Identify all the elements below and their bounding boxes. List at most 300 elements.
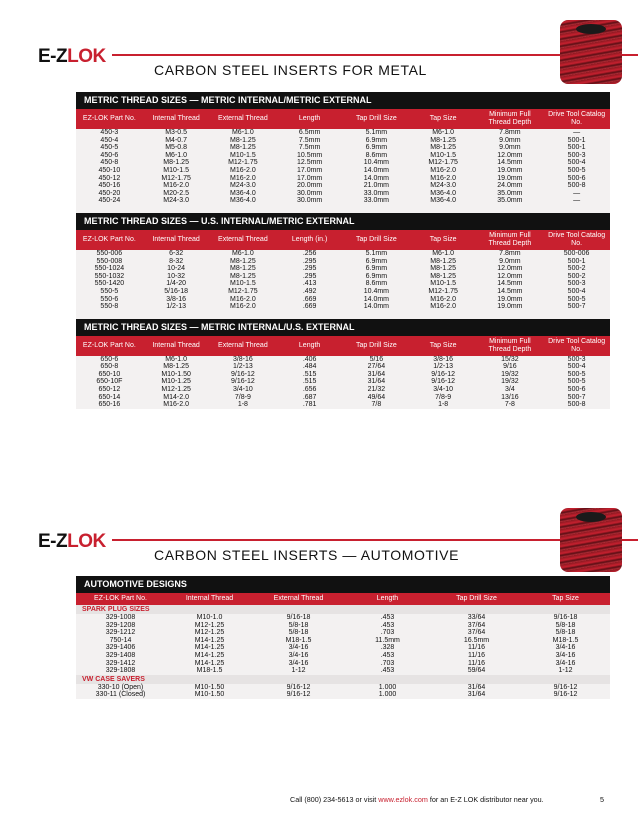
table-row	[76, 152, 610, 160]
table-cell: M6-1.0	[231, 249, 254, 257]
table-cell: 12.0mm	[497, 265, 523, 273]
table-row	[76, 182, 610, 190]
table-row	[76, 190, 610, 198]
table-cell: 450-4	[100, 136, 119, 144]
group-row	[76, 675, 610, 684]
table-cell: .295	[302, 272, 317, 280]
table-cell: M14-1.25	[194, 651, 225, 659]
table-cell: 9/16-12	[431, 378, 455, 386]
table-cell: 650-10	[98, 370, 121, 378]
column-header: Internal Thread	[143, 230, 210, 250]
table-cell: 3/8-16	[166, 295, 187, 303]
table-cell: 450-12	[98, 174, 121, 182]
table-cell: 6.9mm	[365, 272, 388, 280]
table-cell: 7/8-9	[234, 393, 251, 401]
table-cell: 11/16	[468, 659, 485, 667]
table-cell: 27/64	[367, 363, 386, 371]
table-cell: 329-1208	[105, 621, 136, 629]
table-cell: 3/4-16	[555, 651, 576, 659]
brand-header-metal	[0, 42, 638, 78]
table-cell: 450-24	[98, 197, 121, 205]
table-cell: 550-1024	[94, 265, 125, 273]
table-cell: 500-2	[567, 272, 586, 280]
table-cell: .703	[380, 629, 395, 637]
spec-table	[76, 109, 610, 205]
table-cell: 500-5	[567, 166, 586, 174]
table-cell: 12.0mm	[497, 272, 523, 280]
table-cell: 1-8	[438, 401, 449, 409]
table-cell: 5/8-18	[555, 621, 576, 629]
table-cell: 9/16-12	[231, 378, 255, 386]
table-cell: .515	[302, 370, 317, 378]
table-cell: 14.0mm	[363, 303, 390, 311]
table-cell: 1-12	[558, 667, 573, 675]
table-row	[76, 622, 610, 630]
table-cell: M8-1.25	[430, 136, 456, 144]
table-cell: 650-6	[100, 355, 119, 363]
table-cell: 9/16-12	[286, 691, 311, 699]
section-title: METRIC THREAD SIZES — U.S. INTERNAL/METRIC EXTERNAL	[76, 213, 610, 230]
table-cell: M10-1.5	[230, 280, 256, 288]
column-header: External Thread	[210, 109, 277, 129]
table-cell: 500-4	[567, 159, 586, 167]
section-title: METRIC THREAD SIZES — METRIC INTERNAL/U.S. EXTERNAL	[76, 319, 610, 336]
table-cell: .515	[302, 378, 317, 386]
table-cell: 3/4-10	[232, 386, 253, 394]
group-row	[76, 605, 610, 614]
table-row	[76, 197, 610, 205]
table-cell: 5/8-18	[288, 629, 309, 637]
table-cell: M10-1.5	[230, 151, 256, 159]
table-cell: 14.0mm	[363, 295, 390, 303]
table-cell: M16-2.0	[430, 295, 456, 303]
table-cell: 7/8	[371, 401, 382, 409]
table-cell: 550-1420	[94, 280, 125, 288]
table-cell: 37/64	[467, 629, 486, 637]
table-row	[76, 667, 610, 675]
table-cell: 6.9mm	[365, 257, 388, 265]
table-cell: M12-1.75	[161, 174, 191, 182]
table-cell: M6-1.0	[231, 129, 254, 136]
table-row	[76, 394, 610, 402]
table-row	[76, 386, 610, 394]
table-cell: 10-24	[167, 265, 186, 273]
table-cell: 19.0mm	[497, 174, 523, 182]
table-cell: 1/2-13	[433, 363, 454, 371]
table-cell: 450-5	[100, 144, 119, 152]
table-cell: M12-1.25	[161, 386, 191, 394]
table-cell: M8-1.25	[430, 272, 456, 280]
table-cell: 5/8-18	[555, 629, 576, 637]
table-cell: 8.6mm	[365, 151, 388, 159]
table-cell: 450-16	[98, 182, 121, 190]
table-cell: M16-2.0	[430, 166, 456, 174]
column-header: Length	[276, 109, 343, 129]
table-cell: 650-16	[98, 401, 121, 409]
table-cell: 1-12	[291, 667, 306, 675]
table-cell: 11/16	[468, 651, 485, 659]
column-header: Minimum Full Thread Depth	[477, 336, 544, 356]
table-cell: 750-14	[109, 636, 132, 644]
table-cell: M12-1.75	[428, 287, 458, 295]
table-cell: M36-4.0	[230, 197, 256, 205]
table-cell: M14-2.0	[163, 393, 189, 401]
table-row	[76, 303, 610, 311]
table-cell: M8-1.25	[163, 159, 189, 167]
table-cell: 49/64	[367, 393, 386, 401]
table-cell: —	[573, 189, 581, 197]
table-cell: 19/32	[501, 370, 519, 378]
table-row	[76, 614, 610, 622]
column-header: External Thread	[210, 230, 277, 250]
table-cell: 9/16-12	[553, 683, 578, 691]
table-cell: 11.5mm	[375, 636, 400, 644]
table-cell: 500-1	[567, 136, 586, 144]
column-header: Length	[276, 336, 343, 356]
table-cell: 1-8	[237, 401, 248, 409]
table-cell: 12.5mm	[296, 159, 323, 167]
column-header: Tap Drill Size	[343, 336, 410, 356]
table-cell: 33/64	[467, 614, 486, 621]
column-header: EZ-LOK Part No.	[76, 230, 143, 250]
table-cell: 9/16-12	[553, 691, 578, 699]
table-cell: 500-5	[567, 370, 586, 378]
table-cell: 329-1412	[105, 659, 136, 667]
table-cell: 19/32	[501, 378, 519, 386]
table-cell: 7.8mm	[499, 249, 521, 257]
table-cell: .669	[302, 295, 317, 303]
column-header: Tap Size	[410, 336, 477, 356]
table-cell: .406	[302, 355, 317, 363]
table-cell: 9.0mm	[499, 257, 521, 265]
column-header: Length	[343, 593, 432, 605]
table-cell: 500-3	[567, 355, 586, 363]
table-cell: 500-7	[567, 303, 586, 311]
table-row	[76, 296, 610, 304]
page-number: 5	[600, 795, 604, 804]
table-cell: .453	[380, 651, 395, 659]
table-cell: M36-4.0	[430, 197, 456, 205]
table-cell: 3/4-16	[288, 644, 309, 652]
automotive-inserts-panel	[76, 576, 610, 699]
table-cell: 31/64	[467, 683, 486, 691]
table-cell: 10-32	[167, 272, 186, 280]
table-cell: 3/4-16	[555, 659, 576, 667]
table-cell: 1.000	[378, 691, 397, 699]
table-cell: 17.0mm	[296, 166, 323, 174]
table-cell: 3/4-10	[433, 386, 454, 394]
column-header: Internal Thread	[143, 109, 210, 129]
table-cell: .687	[302, 393, 317, 401]
column-header: EZ-LOK Part No.	[76, 109, 143, 129]
table-cell: 500-8	[567, 401, 586, 409]
header-row	[76, 230, 610, 250]
table-cell: 330-11 (Closed)	[95, 691, 146, 699]
table-cell: 1/2-13	[166, 303, 187, 311]
table-cell: M14-1.25	[194, 644, 225, 652]
table-row	[76, 401, 610, 409]
table-cell: 3/4-16	[288, 659, 309, 667]
table-cell: 31/64	[367, 378, 386, 386]
insert-product-image	[560, 20, 622, 84]
table-cell: .413	[302, 280, 317, 288]
table-cell: M8-1.25	[230, 257, 256, 265]
table-cell: 11/16	[468, 644, 485, 652]
table-cell: M10-1.5	[430, 151, 456, 159]
table-cell: 3/4-16	[288, 651, 309, 659]
table-cell: 550-6	[100, 295, 119, 303]
table-cell: 9/16-12	[286, 683, 311, 691]
table-cell: M8-1.25	[230, 144, 256, 152]
table-cell: .492	[302, 287, 317, 295]
column-header: Tap Size	[410, 109, 477, 129]
table-cell: .703	[380, 659, 395, 667]
table-cell: 5/8-18	[288, 621, 309, 629]
table-cell: M12-1.75	[428, 159, 458, 167]
table-cell: 450-3	[100, 129, 119, 136]
table-cell: M10-1.50	[161, 370, 191, 378]
table-row	[76, 288, 610, 296]
table-cell: 10.4mm	[363, 287, 390, 295]
column-header: Internal Thread	[143, 336, 210, 356]
table-cell: 15/32	[501, 355, 519, 363]
table-cell: 12.0mm	[497, 151, 523, 159]
spec-table	[76, 230, 610, 311]
table-cell: .781	[302, 401, 317, 409]
table-cell: 31/64	[467, 691, 486, 699]
table-cell: .669	[302, 303, 317, 311]
table-row	[76, 159, 610, 167]
column-header: EZ-LOK Part No.	[76, 336, 143, 356]
table-cell: 500-4	[567, 363, 586, 371]
table-cell: 13/16	[501, 393, 519, 401]
table-cell: 650-10F	[96, 378, 123, 386]
insert-product-image	[560, 508, 622, 572]
ezlok-logo: E-ZLOK	[38, 46, 112, 68]
table-cell: .256	[302, 249, 317, 257]
table-cell: 14.5mm	[497, 280, 523, 288]
table-cell: .453	[380, 667, 395, 675]
table-row	[76, 258, 610, 266]
table-row	[76, 629, 610, 637]
column-header: Minimum Full Thread Depth	[477, 109, 544, 129]
table-cell: M16-2.0	[430, 174, 456, 182]
table-cell: 500-5	[567, 378, 586, 386]
table-cell: 500-006	[563, 249, 590, 257]
table-cell: 14.5mm	[497, 287, 523, 295]
table-row	[76, 356, 610, 364]
table-row	[76, 250, 610, 258]
table-cell: .295	[302, 257, 317, 265]
table-cell: 1/4-20	[166, 280, 187, 288]
column-header: Length (in.)	[276, 230, 343, 250]
column-header: Drive Tool Catalog No.	[543, 336, 610, 356]
table-cell: 30.0mm	[296, 197, 323, 205]
table-cell: .328	[380, 644, 395, 652]
table-cell: 24.0mm	[497, 182, 523, 190]
table-cell: 33.0mm	[363, 189, 390, 197]
table-cell: 59/64	[467, 667, 486, 675]
table-cell: 6.9mm	[365, 136, 388, 144]
table-cell: M16-2.0	[163, 401, 189, 409]
table-cell: 6.9mm	[365, 144, 388, 152]
column-header: Tap Size	[521, 593, 610, 605]
table-cell: 550-006	[96, 249, 123, 257]
table-cell: M12-1.25	[194, 629, 225, 637]
table-cell: —	[573, 197, 581, 205]
table-cell: M18-1.5	[196, 667, 223, 675]
table-cell: M12-1.75	[228, 287, 258, 295]
table-cell: M8-1.25	[430, 144, 456, 152]
table-cell: 33.0mm	[363, 197, 390, 205]
column-header: Drive Tool Catalog No.	[543, 109, 610, 129]
table-cell: M5-0.8	[165, 144, 188, 152]
table-cell: M6-1.0	[432, 129, 455, 136]
table-cell: M18-1.5	[285, 636, 312, 644]
table-cell: 3/8-16	[433, 355, 454, 363]
metal-inserts-panel	[76, 92, 610, 409]
table-cell: M16-2.0	[230, 303, 256, 311]
table-cell: M8-1.25	[163, 363, 189, 371]
table-cell: 450-8	[100, 159, 119, 167]
table-cell: 550-1032	[94, 272, 125, 280]
table-cell: M24-3.0	[430, 182, 456, 190]
table-cell: 650-12	[98, 386, 121, 394]
brand-header-automotive	[0, 527, 638, 563]
table-cell: M16-2.0	[230, 166, 256, 174]
table-cell: M24-3.0	[163, 197, 189, 205]
table-cell: M36-4.0	[230, 189, 256, 197]
table-cell: 500-6	[567, 386, 586, 394]
column-header: External Thread	[254, 593, 343, 605]
table-cell: 550-008	[96, 257, 123, 265]
table-cell: 6.5mm	[298, 129, 321, 136]
table-cell: 19.0mm	[497, 295, 523, 303]
table-cell: 8-32	[169, 257, 184, 265]
table-cell: 500-3	[567, 280, 586, 288]
column-header: EZ-LOK Part No.	[76, 593, 165, 605]
header-row	[76, 336, 610, 356]
table-cell: 10.5mm	[296, 151, 323, 159]
table-cell: .295	[302, 265, 317, 273]
table-cell: 3/4-16	[555, 644, 576, 652]
header-row	[76, 593, 610, 605]
table-cell: 35.0mm	[497, 189, 523, 197]
table-cell: M10-1.5	[430, 280, 456, 288]
table-cell: M24-3.0	[230, 182, 256, 190]
table-cell: .484	[302, 363, 317, 371]
table-cell: M8-1.25	[230, 265, 256, 273]
table-cell: 8.6mm	[365, 280, 388, 288]
table-cell: M10-1.50	[194, 691, 225, 699]
table-row	[76, 660, 610, 668]
table-cell: M8-1.25	[430, 257, 456, 265]
table-cell: M36-4.0	[430, 189, 456, 197]
column-header: Internal Thread	[165, 593, 254, 605]
table-cell: 1/2-13	[232, 363, 253, 371]
table-cell: 500-4	[567, 287, 586, 295]
table-cell: 500-8	[567, 182, 586, 190]
table-cell: 5.1mm	[365, 249, 388, 257]
spec-table	[76, 336, 610, 409]
table-row	[76, 637, 610, 645]
column-header: External Thread	[210, 336, 277, 356]
table-cell: 9/16-12	[231, 370, 255, 378]
table-cell: 19.0mm	[497, 166, 523, 174]
column-header: Tap Drill Size	[343, 230, 410, 250]
table-cell: 9.0mm	[499, 144, 521, 152]
table-row	[76, 363, 610, 371]
table-cell: 7.5mm	[298, 144, 321, 152]
section-gap	[76, 311, 610, 319]
table-cell: M8-1.25	[430, 265, 456, 273]
table-cell: .656	[302, 386, 317, 394]
page-title-automotive: CARBON STEEL INSERTS — AUTOMOTIVE	[150, 547, 463, 563]
table-cell: 500-1	[567, 144, 586, 152]
table-cell: .453	[380, 621, 395, 629]
table-row	[76, 280, 610, 288]
table-cell: 37/64	[467, 621, 486, 629]
table-cell: M14-1.25	[194, 636, 225, 644]
table-cell: 17.0mm	[296, 174, 323, 182]
column-header: Tap Drill Size	[432, 593, 521, 605]
table-cell: 329-1808	[105, 667, 136, 675]
table-cell: .453	[380, 614, 395, 621]
group-label: SPARK PLUG SIZES	[76, 605, 610, 614]
table-cell: 14.0mm	[363, 174, 390, 182]
table-cell: 5.1mm	[365, 129, 388, 136]
table-cell: 14.5mm	[497, 159, 523, 167]
table-cell: 550-8	[100, 303, 119, 311]
table-cell: 329-1408	[105, 651, 136, 659]
website-link[interactable]: www.ezlok.com	[378, 795, 428, 804]
table-row	[76, 273, 610, 281]
table-cell: M6-1.0	[165, 151, 188, 159]
page-title-metal: CARBON STEEL INSERTS FOR METAL	[150, 62, 431, 78]
table-cell: 7/8-9	[435, 393, 452, 401]
table-cell: 3/8-16	[232, 355, 253, 363]
table-cell: 7.8mm	[499, 129, 521, 136]
table-cell: 7.5mm	[298, 136, 321, 144]
table-cell: 6.9mm	[365, 265, 388, 273]
table-cell: 9/16-12	[431, 370, 455, 378]
table-cell: 9.0mm	[499, 136, 521, 144]
automotive-table	[76, 593, 610, 699]
table-cell: M6-1.0	[432, 249, 455, 257]
table-cell: 329-1008	[105, 614, 136, 621]
table-cell: 1.000	[378, 683, 397, 691]
table-cell: 650-8	[100, 363, 119, 371]
table-cell: 7-8	[504, 401, 515, 409]
table-cell: M16-2.0	[163, 182, 189, 190]
table-row	[76, 652, 610, 660]
table-cell: 500-1	[567, 257, 586, 265]
table-row	[76, 175, 610, 183]
table-cell: M8-1.25	[230, 272, 256, 280]
table-cell: 6-32	[169, 249, 184, 257]
table-cell: M6-1.0	[165, 355, 188, 363]
table-cell: 20.0mm	[296, 182, 323, 190]
section-title: METRIC THREAD SIZES — METRIC INTERNAL/METRIC EXTERNAL	[76, 92, 610, 109]
table-cell: 9/16-18	[286, 614, 311, 621]
section-gap	[76, 205, 610, 213]
table-cell: 21/32	[367, 386, 386, 394]
table-cell: 21.0mm	[363, 182, 390, 190]
table-cell: 35.0mm	[497, 197, 523, 205]
table-cell: M10-1.50	[194, 683, 225, 691]
section-title: AUTOMOTIVE DESIGNS	[76, 576, 610, 593]
table-cell: 650-14	[98, 393, 121, 401]
